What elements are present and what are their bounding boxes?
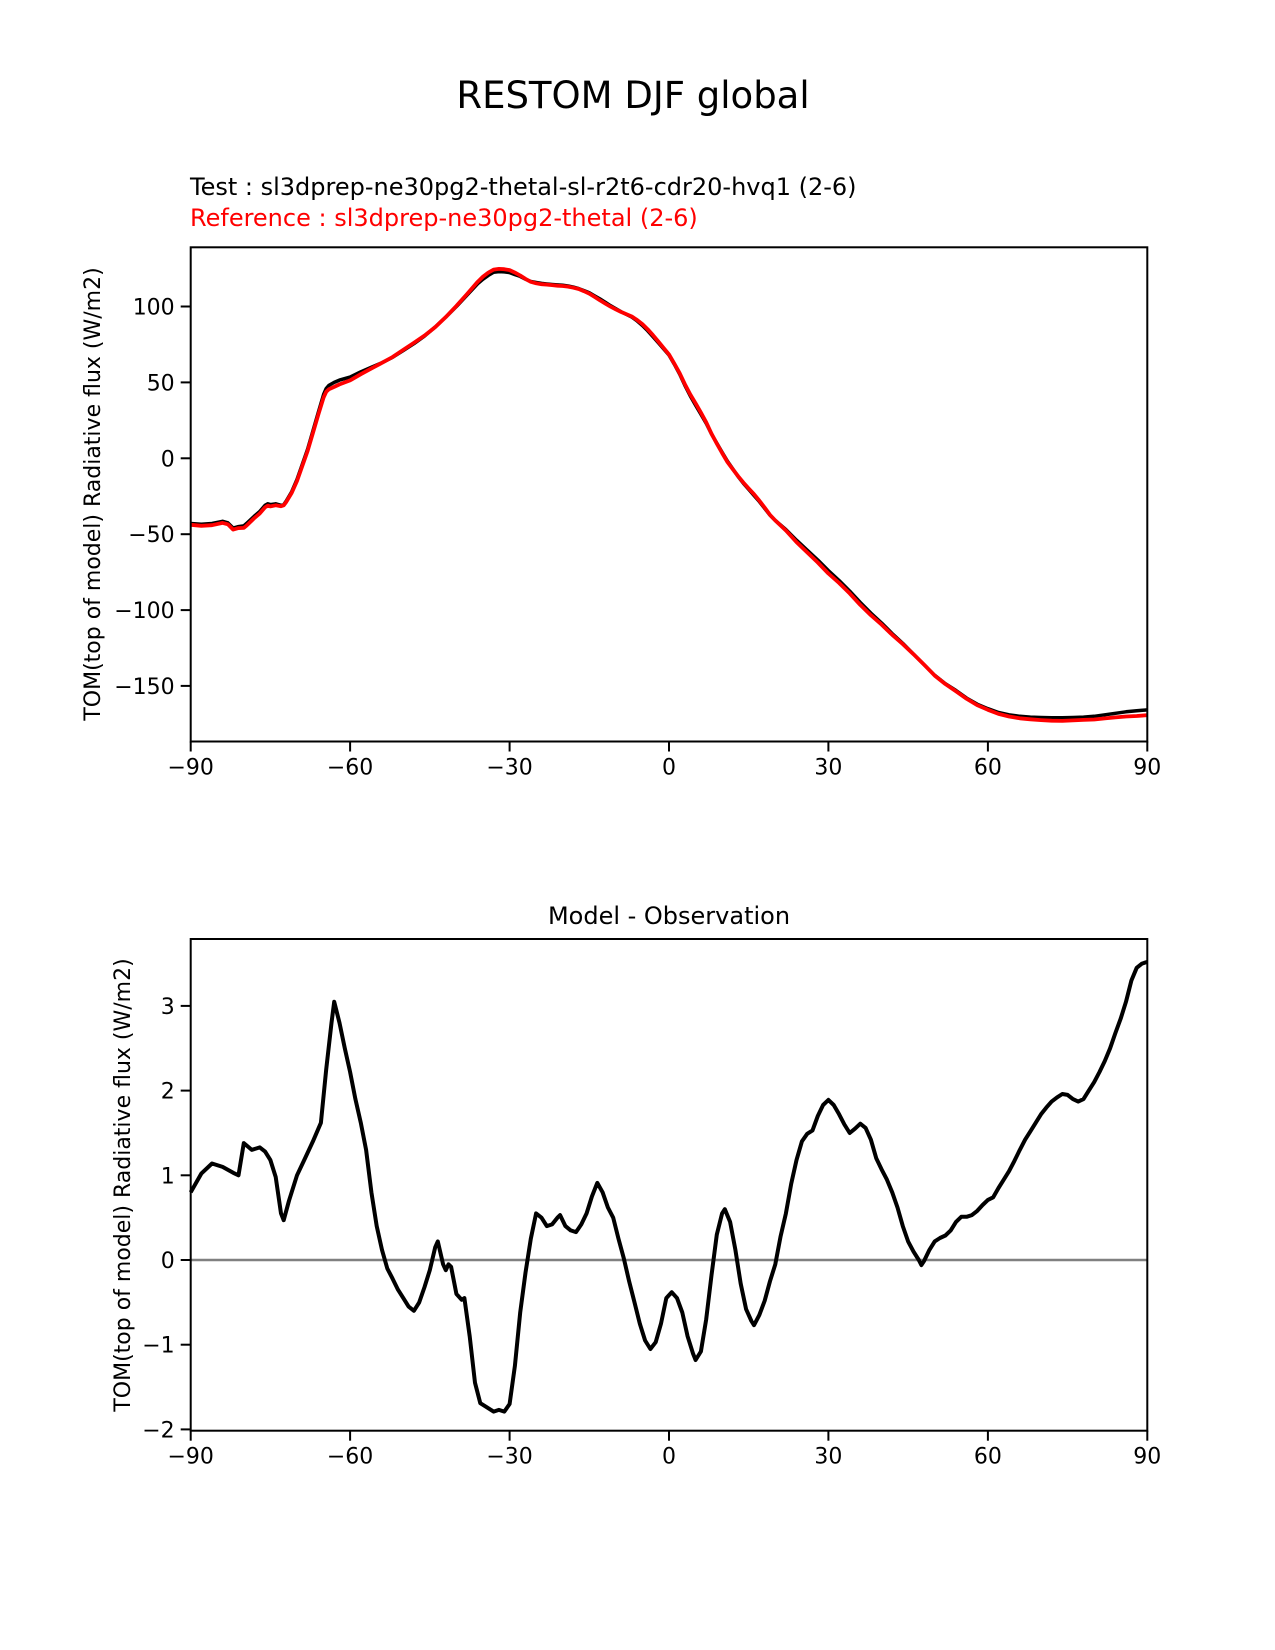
x-tick-label: 0 — [662, 755, 676, 781]
y-tick-label: 2 — [160, 1079, 175, 1105]
y-tick-label: −50 — [128, 523, 175, 549]
x-tick-label: −60 — [326, 755, 374, 781]
plot-layer — [114, 247, 1161, 1469]
x-tick-label: 90 — [1133, 1444, 1162, 1470]
bottom-chart — [142, 939, 1161, 1470]
bottom-chart-ylabel: TOM(top of model) Radiative flux (W/m2) — [111, 958, 136, 1412]
y-tick-label: 1 — [160, 1164, 175, 1190]
test-label: Test : sl3dprep-ne30pg2-thetal-sl-r2t6-cdr20-hvq1 (2-6) — [190, 173, 857, 201]
x-tick-label: −60 — [326, 1444, 374, 1470]
x-tick-label: 30 — [814, 1444, 843, 1470]
y-tick-label: −100 — [114, 599, 175, 625]
difference-line — [191, 962, 1148, 1412]
test-line — [191, 272, 1148, 718]
x-tick-label: 90 — [1133, 755, 1162, 781]
y-tick-label: −2 — [142, 1418, 175, 1444]
reference-label: Reference : sl3dprep-ne30pg2-thetal (2-6) — [190, 204, 698, 232]
top-chart — [114, 247, 1161, 780]
x-tick-label: −90 — [167, 1444, 214, 1470]
y-tick-label: −1 — [142, 1333, 175, 1359]
x-tick-label: −90 — [167, 755, 214, 781]
y-tick-label: 0 — [160, 1249, 175, 1274]
x-tick-label: −30 — [486, 755, 533, 781]
y-tick-label: 3 — [160, 994, 175, 1020]
x-tick-label: 0 — [662, 1444, 676, 1470]
top-chart-ylabel: TOM(top of model) Radiative flux (W/m2) — [81, 267, 106, 721]
y-tick-label: 0 — [160, 447, 175, 473]
x-tick-label: 30 — [814, 755, 843, 781]
y-tick-label: −150 — [114, 674, 175, 700]
figure-title: RESTOM DJF global — [456, 74, 810, 117]
y-tick-label: 100 — [132, 295, 175, 321]
bottom-chart-title: Model - Observation — [547, 902, 791, 930]
y-tick-label: 50 — [146, 371, 175, 397]
x-tick-label: 60 — [973, 755, 1002, 781]
reference-line — [191, 269, 1148, 721]
x-tick-label: −30 — [486, 1444, 533, 1470]
axes-frame — [191, 247, 1148, 741]
x-tick-label: 60 — [973, 1444, 1002, 1470]
